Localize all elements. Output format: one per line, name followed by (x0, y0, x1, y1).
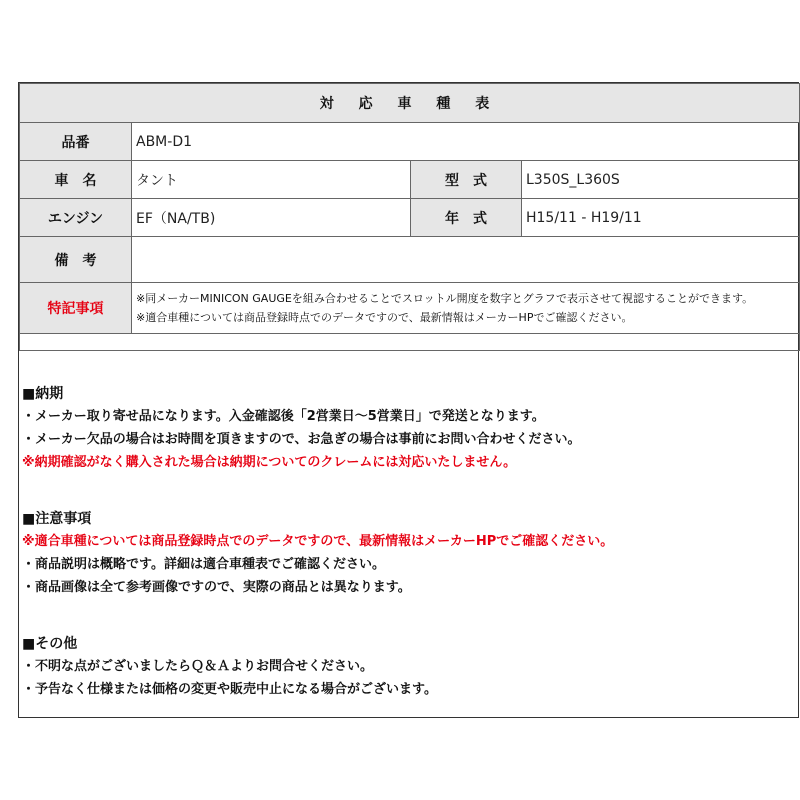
section-heading: ■納期 (22, 386, 64, 402)
section-line: ・メーカー取り寄せ品になります。入金確認後「2営業日～5営業日」で発送となります。 (22, 409, 545, 424)
tokki-notes (132, 283, 800, 334)
warning-line: ※納期確認がなく購入された場合は納期についてのクレームには対応いたしません。 (22, 455, 517, 470)
hinban-label: 品番 (20, 123, 132, 161)
section-chui (22, 508, 613, 599)
compatibility-table (19, 83, 800, 351)
section-heading: ■注意事項 (22, 511, 92, 527)
section-sonota (22, 633, 613, 701)
biko-value (132, 237, 800, 283)
tokki-note-line: ※同メーカーMINICON GAUGEを組み合わせることでスロットル開度を数字とグラフで表示させて視認することができます。 (136, 292, 754, 305)
section-nouki (22, 383, 613, 474)
tokki-label: 特記事項 (20, 283, 132, 334)
engine-label: エンジン (20, 199, 132, 237)
section-line: ・商品画像は全て参考画像ですので、実際の商品とは異なります。 (22, 580, 411, 595)
nenshiki-value: H15/11 - H19/11 (522, 199, 800, 237)
hinban-value: ABM-D1 (132, 123, 800, 161)
katashiki-value: L350S_L360S (522, 161, 800, 199)
section-line: ・商品説明は概略です。詳細は適合車種表でご確認ください。 (22, 557, 385, 572)
table-spacer-row (20, 334, 800, 351)
section-line: ・不明な点がございましたらＱ＆Ａよりお問合せください。 (22, 659, 374, 674)
engine-value: EF（NA/TB) (132, 199, 411, 237)
warning-line: ※適合車種については商品登録時点でのデータですので、最新情報はメーカーHPでご確認ください。 (22, 534, 614, 549)
shamei-value: タント (132, 161, 411, 199)
katashiki-label: 型 式 (411, 161, 522, 199)
section-line: ・予告なく仕様または価格の変更や販売中止になる場合がございます。 (22, 682, 437, 697)
section-line: ・メーカー欠品の場合はお時間を頂きますので、お急ぎの場合は事前にお問い合わせください。 (22, 432, 581, 447)
compatibility-sheet (18, 82, 799, 718)
table-title: 対 応 車 種 表 (20, 84, 800, 123)
shamei-label: 車 名 (20, 161, 132, 199)
nenshiki-label: 年 式 (411, 199, 522, 237)
notice-sections (22, 383, 613, 701)
biko-label: 備 考 (20, 237, 132, 283)
tokki-note-line: ※適合車種については商品登録時点でのデータですので、最新情報はメーカーHPでご確認ください。 (136, 311, 633, 324)
section-heading: ■その他 (22, 636, 78, 652)
